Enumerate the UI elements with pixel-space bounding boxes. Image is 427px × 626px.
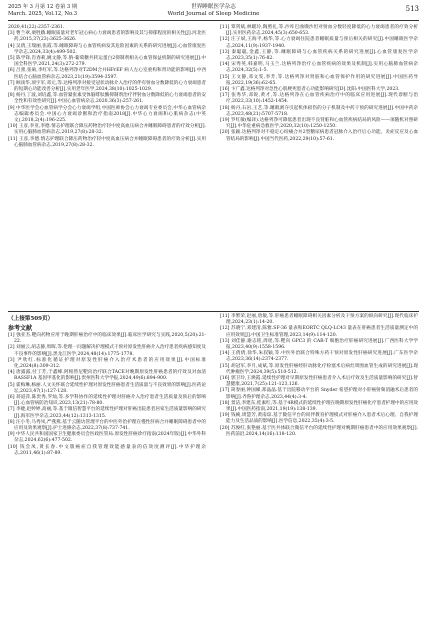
page-number: 513 — [405, 5, 419, 13]
header-rule — [8, 20, 419, 21]
reference-entry: [10] 钱会凤,黄长春.中文版癌症自我管理效能感量表的信效度测评[J].中华护理杂志,2011,46(1):87-89. — [8, 444, 206, 456]
reference-entry: [18] 杨丹,石岩,王艺,等.睡眠剥夺引起机体损伤的分子机制及中药干预的研究进展[J].中国中药杂志,2023,48(21):5707-5718. — [220, 105, 418, 117]
top-left-reference-list — [8, 25, 206, 149]
reference-entry: [9] 中华人民共和国国家卫生健康委员会医政医管局.原发性肝癌诊疗指南(2024年版)[J].中华外科杂志,2024,62(6):477-502. — [8, 432, 206, 444]
journal-issue-info — [8, 4, 128, 17]
reference-entry: [18] 景洁,李建东,桂素红,等.基于4R模式的延续性护理在晚期原发性肝癌化疗患者护理中的应用效果[J].中国医药指南,2021,19(19):138-139. — [220, 400, 418, 413]
reference-entry: [9] 中华医学会心血管病学分会心力衰竭学组,中国医师协会心力衰竭专业委员会,中华心血管病杂志编辑委员会.中国心力衰竭诊断和治疗指南2018[J].中华心力衰竭和心肌病杂志(中英文),2018,2(4):196-225. — [8, 105, 206, 124]
reference-entry: [20] 苏俊红,张艳丽.基于医共体联合微信平台的延续性护理对晚期肝癌患者中的应用效果观察[J].医药前沿,2024,14(16):118-120. — [220, 425, 418, 437]
reference-entry: [7] 顾谈华,项宇军,邓元,等.达格列净对接受冠状动脉介入治疗的伴有射血分数降低的心力衰竭患者的短期心功能改善分析[J].实用老年医学,2024,38(10):1025-1029. — [8, 80, 206, 93]
reference-entry: [13] 刘佳静,谢志铭,周瑶,等.靶向 GPC3 的 CAR-T 细胞治疗肝癌研究进展[J].广西医科大学学报,2023,40(9):1558-1596. — [220, 338, 418, 351]
reference-entry: [1] 强亚杰.靶向药物应用于晚期肝癌治疗中的临床效果[J].临床医学研究与实践,2020,5(20):21-22. — [8, 333, 206, 345]
reference-entry: [3] 尹欣红.标准化循证护理对原发性肝癌介入治疗术患者的应用效果[J].中国标准化,2024(8):309-312. — [8, 357, 206, 370]
issue-cn: 2025 年 3 月第 12 卷第 3 期 — [8, 4, 78, 10]
reference-entry: [8] 汪小冬,马秀凤,严燕燕.基于云随访管理平台的中医外治护理在慢性肝病合并睡眠障碍患者中的应用及效果观察[J].护士进修杂志,2022,37(8):737-741. — [8, 419, 206, 432]
journal-title — [128, 4, 299, 17]
reference-entry: [19] 罗红敏(编译).达格列净可降低患者出现不良肾脏和心血管疾病结局的风险——项随机对照研究[J].中华危重病急救医学,2020,32(10):1250-1250. — [220, 118, 418, 130]
reference-entry: [11] 李繁荣,赵丽,唐敏,等.肝癌患者睡眠障碍相关因素分析及干预方案的纵向研究[J].现代临床护理,2024,23(1):14-20. — [220, 314, 418, 326]
reference-entry: [20] 张颖.达格列净对不稳定心绞痛合并2型糖尿病患者冠脉介入治疗后心功能、炎症反应及心血管结局的影响[J].中国当代医药,2022,29(10):57-61. — [220, 130, 418, 142]
bottom-left-reference-list — [8, 333, 206, 457]
continued-from-label: （上接第509页） — [8, 316, 54, 322]
reference-entry: [12] 苏晓宁,邓建清,陈雅.SF-36 量表和EORTC QLQ-LC43 量表在肝癌患者生活质量测定中的应用效果[J].中国卫生标准管理,2023,14(9):114-120. — [220, 326, 418, 338]
reference-entry: [16] 卞广鑫.达格列净对急性心肌梗死患者心功能影响研究[D].沈阳:中国医科大学,2023. — [220, 87, 400, 93]
reference-entry: [4] 唐露露,付丁芳,于鑫峰.阿帕替尼靶向治疗联合TACE对晚期原发性肝癌患者的疗效及对血清 RASSF1A 基因甲基化的影响[J].贵州医科大学学报,2024,49(6):894-900. — [8, 370, 206, 382]
top-right-reference-list — [220, 25, 418, 143]
reference-entry: [15] 王文静,邓文雯,李芳,等.达格列净对肾脏和心血管保护作用的研究进展[J].中国医药导报,2022,19(36):62-65. — [220, 74, 418, 86]
journal-title-cn: 世界睡眠医学杂志 — [191, 4, 236, 10]
reference-entry: [11] 覃剑斌,林暖玲,陶照礼,等.沙库巴曲缬沙坦对射血分数轻度降低的心力衰竭患者的疗效分析[J].实用医药杂志,2024,45(3):650-653. — [220, 25, 418, 37]
reference-entry: [13] 秦聪聪,金鑫,王静,等.睡眠障碍与心血管疾病关系的研究进展[J].心血管康复医学杂志,2023,35(1):76-82. — [220, 49, 418, 62]
reference-entry: [7] 李婕,赵婷婷,高丽,等.基于微信智慧平台的延续性护理对肝癌出院患者居家生活质量影响的研究[J].海军医学杂志,2023,44(12):1313-1315. — [8, 407, 206, 419]
section-divider — [8, 311, 419, 312]
reference-entry: 2020,41(22):2357-2361. — [8, 25, 65, 30]
journal-title-en: World Journal of Sleep Medicine — [167, 10, 260, 17]
bottom-right-reference-list — [220, 314, 418, 438]
reference-entry: [12] 庄子斌,王海平,杨华,等.心力衰竭住院患者睡眠质量与预后相关的研究[J].中国睡眠医学杂志,2024,11(9):1937-1940. — [220, 37, 418, 49]
reference-entry: [5] 霍梅琳,杨丽.人文关怀联合延续性护理对原发性肝癌患者生活质量与不良效果的影响[J].医药论坛,2023,47(1):127-128. — [8, 382, 206, 394]
reference-entry: [6] 蒋道萍,陈贵秀,罗灿,等.多学科协作的延续性护理对肝癌介入治疗患者生活质量及预后的影响[J].心血管病防治知识,2023,13(21):78-80. — [8, 395, 206, 407]
reference-entry: [6] 吕蕾,张硕,李红军,等.达格列净对T2DM合并HFrEF 病人左心室重构和肾功能的影响[J].中西医结合心脑血管病杂志,2023,21(19):3594-3597. — [8, 68, 206, 80]
reference-entry: [19] 钱姨,周慧芳,黄南琼.基于微信平台的同伴教育护理模式对肝癌介入患者术后心理、自我护理能力及生活品质的影响[J].医学信息,2022,35(4):3-5. — [220, 413, 418, 425]
references-heading: 参考文献 — [8, 325, 33, 332]
reference-entry: [17] 张秀华,邓锐,黄才,等.达格列净在心血管疾病治疗中的临床应用进展[J].现代诊断与治疗,2022,33(10):1452-1454. — [220, 93, 418, 105]
reference-entry: [11] 王彦,李德.情志护理联合降压药物治疗轻中度高血压病合并睡眠障碍患者的疗效分析[J].实用心脑肺血管病杂志,2019,27(8):28-32. — [8, 136, 206, 148]
reference-entry: [8] 杨丹,丁波,刘培鑫,等.血管紧张素受体脑啡肽酶抑制剂治疗伴射血分数降低的心力衰竭患者的安全性和有效性研究[J].中国心血管病杂志,2020,36(3):257-261. — [8, 93, 206, 105]
reference-entry: [2] 刘丽云,胡志静,周晖,等.伦理一问题解决护理模式干预对原发性肝癌介入治疗患者疾病感知度及不良事件的影响[J].黑龙江医学,2024,48(14):1775-1778. — [8, 345, 206, 357]
reference-entry: [5] 陈学锋,肖春莉,姚文静,等.钠-葡萄糖共转运蛋白2抑制剂相关心血管保益机制的研究进展[J].中国全科医学,2021,24(3):272-279. — [8, 56, 206, 68]
reference-entry: [16] 郭卫玲,王焕霞.延续性护理对早期原发性肝癌患者介入术后疗效及生活质量影响的研究[J].智慧健康,2021,7(25):121-123,126. — [220, 376, 418, 388]
reference-entry: [14] 王倩倩,徐华,朱叔颖,等.中医外治联合特殊方药干预对原发性肝癌研究进展[J].广东医学杂志,2023,36(14):2374-2377. — [220, 351, 418, 363]
issue-en: March. 2025, Vol.12, No.3 — [8, 10, 78, 17]
reference-entry: [17] 简春丽,钟国娣,郑晶晶.基于出院移动平台的 Snyder 希望护理对小肝癌射频消融术后患者的影响[J].齐鲁护理杂志,2023,44(4):3-4. — [220, 388, 418, 400]
reference-entry: [14] 宋秀英,韩嘉明,马玉兰.达格列净治疗心血管疾病的效果及机制[J].实用心脑肺血管病杂志,2024,32(5):1-5. — [220, 62, 418, 74]
reference-entry: [10] 王彦,李亚,李德.情志护理联合降压药物治疗轻中度高血压病合并睡眠障碍患者的疗效分析[J].实用心脑肺血管病杂志,2019,27(8):28-32. — [8, 124, 206, 136]
reference-entry: [4] 吴倩,王瑞丽,张霞.等.睡眠障碍与心血管疾病发其危险因素的关系的研究进展[J].心血管康复医学杂志,2024,33(4):499-502. — [8, 43, 206, 55]
reference-entry: [15] 胡冠军,李月,成斌,等.原发性肝癌经肝动脉化疗栓塞术后病灶周围血管生成的研究进展[J].现代肿瘤医学,2024,39(5):510-512. — [220, 363, 418, 375]
reference-entry: [3] 曹兰翠,栗胜娥.睡眠质量对老年冠心病心力衰竭患者的影响及其与抑郁程度的相关性[J].河北医药,2015,37(23):3625-3626. — [8, 31, 206, 43]
